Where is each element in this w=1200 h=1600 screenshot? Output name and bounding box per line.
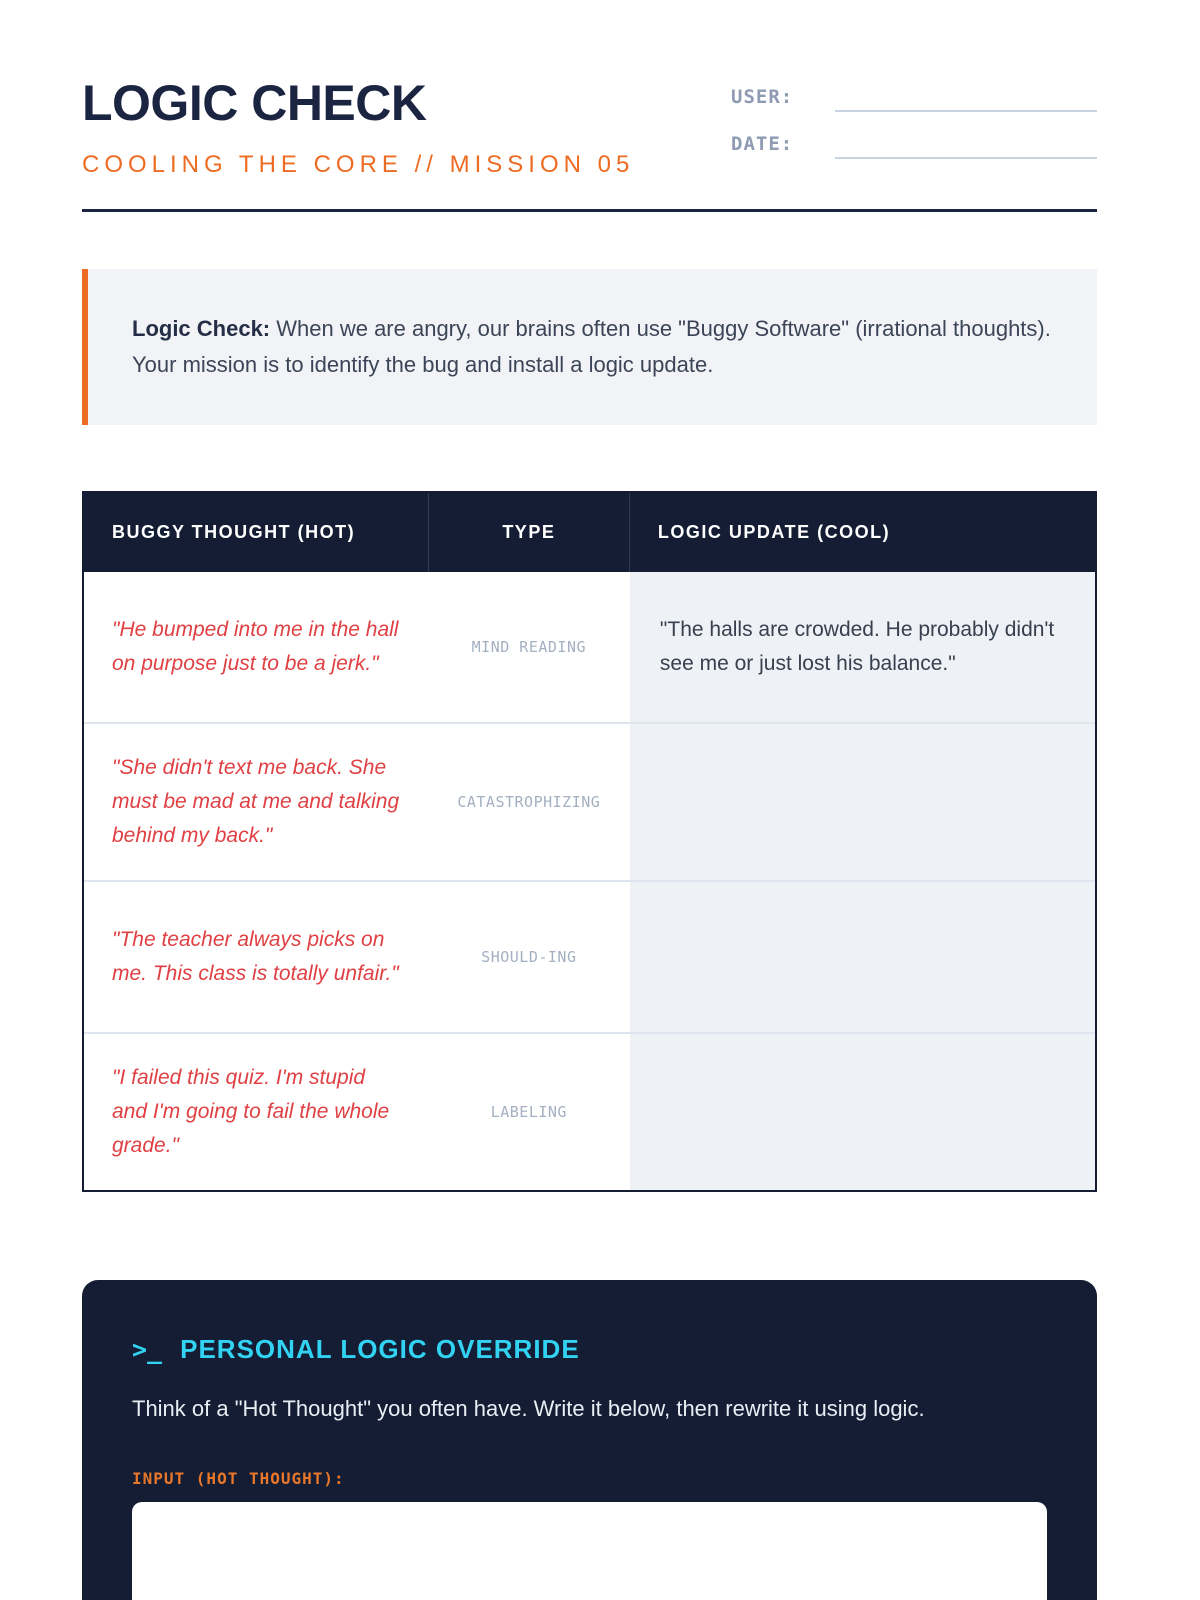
hot-thought-input-label: INPUT (HOT THOUGHT): — [132, 1469, 345, 1488]
type-cell: SHOULD-ING — [481, 948, 577, 966]
date-row — [731, 129, 1097, 159]
buggy-thought-table — [82, 491, 1097, 1192]
mission-callout — [82, 269, 1097, 425]
header — [82, 76, 1097, 179]
user-label: USER: — [731, 86, 794, 108]
table-row — [84, 722, 1095, 880]
update-input-cell[interactable] — [630, 882, 1095, 1032]
thought-text: "She didn't text me back. She must be mad at me and talking behind my back." — [112, 756, 400, 847]
panel-title: PERSONAL LOGIC OVERRIDE — [180, 1334, 580, 1364]
date-label: DATE: — [731, 133, 794, 155]
thought-text: "I failed this quiz. I'm stupid and I'm going to fail the whole grade." — [112, 1066, 390, 1157]
date-field-line[interactable] — [835, 129, 1097, 159]
page-subtitle: COOLING THE CORE // MISSION 05 — [82, 151, 635, 178]
update-input-cell[interactable] — [630, 724, 1095, 880]
terminal-prompt-icon: >_ — [132, 1335, 163, 1364]
title-block — [82, 76, 634, 179]
worksheet-page — [82, 0, 1097, 1600]
table-row — [84, 572, 1095, 722]
update-input-cell[interactable] — [630, 1034, 1095, 1190]
header-divider — [82, 209, 1097, 212]
header-buggy-thought: BUGGY THOUGHT (HOT) — [112, 522, 356, 542]
table-row — [84, 1032, 1095, 1190]
type-cell: MIND READING — [471, 638, 587, 656]
page-title: LOGIC CHECK — [82, 75, 427, 131]
thought-cell — [84, 572, 428, 722]
header-type: TYPE — [428, 493, 630, 572]
user-field-line[interactable] — [835, 82, 1097, 112]
thought-cell — [84, 724, 428, 880]
personal-logic-override-panel — [82, 1280, 1097, 1600]
callout-lead: Logic Check: — [132, 316, 271, 341]
callout-body: When we are angry, our brains often use "Buggy Software" (irrational thoughts). Your mission is to identify the bug and install a logic update. — [132, 316, 1051, 377]
callout-text — [132, 311, 1053, 383]
panel-instruction: Think of a "Hot Thought" you often have. Write it below, then rewrite it using logic. — [132, 1396, 925, 1421]
thought-text: "The teacher always picks on me. This class is totally unfair." — [112, 928, 399, 985]
type-cell: CATASTROPHIZING — [457, 793, 601, 811]
table-row — [84, 880, 1095, 1032]
user-date-block — [731, 76, 1097, 176]
table-header-row — [84, 493, 1095, 572]
hot-thought-input[interactable] — [132, 1502, 1047, 1600]
thought-cell — [84, 1034, 428, 1190]
panel-heading — [132, 1334, 1047, 1365]
type-cell: LABELING — [490, 1103, 567, 1121]
update-example-cell: "The halls are crowded. He probably didn't see me or just lost his balance." — [630, 572, 1095, 722]
thought-text: "He bumped into me in the hall on purpose just to be a jerk." — [112, 618, 399, 675]
thought-cell — [84, 882, 428, 1032]
header-logic-update: LOGIC UPDATE (COOL) — [657, 522, 891, 542]
user-row — [731, 82, 1097, 112]
